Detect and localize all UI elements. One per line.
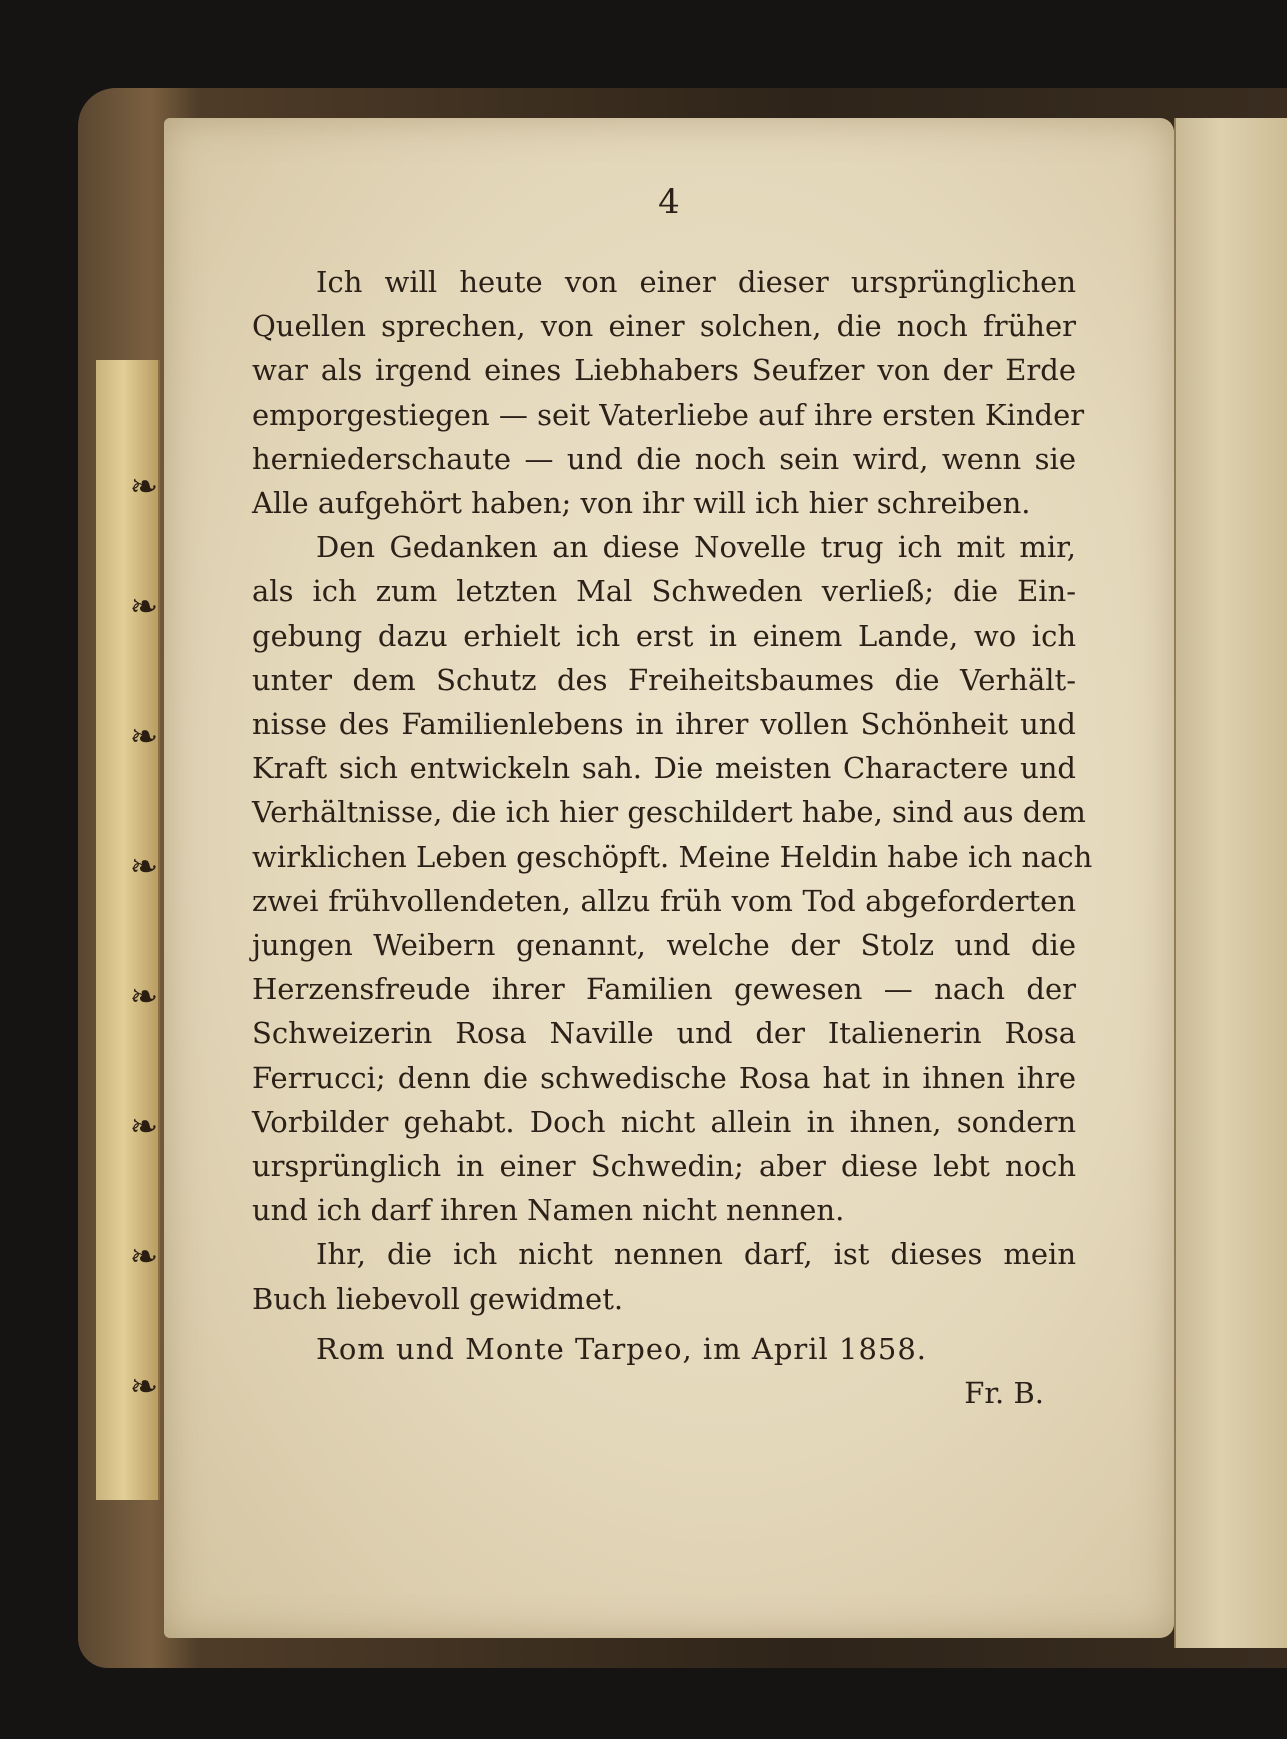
paragraph-2 <box>252 525 1093 1232</box>
text-line: Kraft sich entwickeln sah. Die meisten Charactere und <box>252 751 1076 786</box>
ornament-icon: ❧ <box>129 977 159 1017</box>
text-line: zwei frühvollendeten, allzu früh vom Tod abgeforderten <box>252 883 1076 918</box>
text-line: Quellen sprechen, von einer solchen, die noch früher <box>252 309 1076 344</box>
text-line: unter dem Schutz des Freiheitsbaumes die Verhält- <box>252 662 1076 697</box>
ornament-icon: ❧ <box>129 847 159 887</box>
ornament-icon: ❧ <box>129 1237 159 1277</box>
text-line: und ich darf ihren Namen nicht nennen. <box>252 1193 845 1228</box>
ornament-icon: ❧ <box>129 717 159 757</box>
ornament-icon: ❧ <box>129 1107 159 1147</box>
ornament-icon: ❧ <box>129 467 159 507</box>
text-line: emporgestiegen — seit Vaterliebe auf ihre ersten Kinder <box>252 397 1085 432</box>
ornament-icon: ❧ <box>129 587 159 627</box>
book-page <box>164 118 1174 1638</box>
text-line: Ihr, die ich nicht nennen darf, ist dieses mein <box>316 1237 1076 1272</box>
text-line: gebung dazu erhielt ich erst in einem Lande, wo ich <box>252 618 1076 653</box>
signature: Fr. B. <box>964 1376 1044 1411</box>
text-line: Buch liebevoll gewidmet. <box>252 1281 624 1316</box>
page-number: 4 <box>658 182 680 222</box>
text-line: Den Gedanken an diese Novelle trug ich mit mir, <box>316 530 1076 565</box>
text-line: Schweizerin Rosa Naville und der Italienerin Rosa <box>252 1016 1076 1051</box>
paragraph-3 <box>252 1232 1076 1320</box>
dateline: Rom und Monte Tarpeo, im April 1858. <box>316 1331 928 1366</box>
text-line: Ferrucci; denn die schwedische Rosa hat in ihnen ihre <box>252 1060 1076 1095</box>
text-line: Herzensfreude ihrer Familien gewesen — nach der <box>252 972 1076 1007</box>
text-line: ursprünglich in einer Schwedin; aber diese lebt noch <box>252 1149 1076 1184</box>
page-text <box>252 260 1093 1415</box>
facing-page-edge <box>1174 118 1287 1648</box>
text-line: war als irgend eines Liebhabers Seufzer von der Erde <box>252 353 1076 388</box>
text-line: Vorbilder gehabt. Doch nicht allein in ihnen, sondern <box>252 1104 1076 1139</box>
text-line: Verhältnisse, die ich hier geschildert habe, sind aus dem <box>252 795 1086 830</box>
text-line: Ich will heute von einer dieser ursprünglichen <box>316 265 1076 299</box>
text-line: Alle aufgehört haben; von ihr will ich hier schreiben. <box>252 486 1031 521</box>
text-line: herniederschaute — und die noch sein wird, wenn sie <box>252 441 1076 476</box>
text-line: jungen Weibern genannt, welche der Stolz und die <box>252 928 1076 963</box>
page-edge-strip <box>96 360 160 1500</box>
paragraph-1 <box>252 260 1085 525</box>
text-line: wirklichen Leben geschöpft. Meine Heldin habe ich nach <box>252 839 1093 874</box>
ornament-icon: ❧ <box>129 1367 159 1407</box>
text-line: als ich zum letzten Mal Schweden verließ; die Ein- <box>252 574 1076 609</box>
text-line: nisse des Familienlebens in ihrer vollen Schönheit und <box>252 707 1076 742</box>
